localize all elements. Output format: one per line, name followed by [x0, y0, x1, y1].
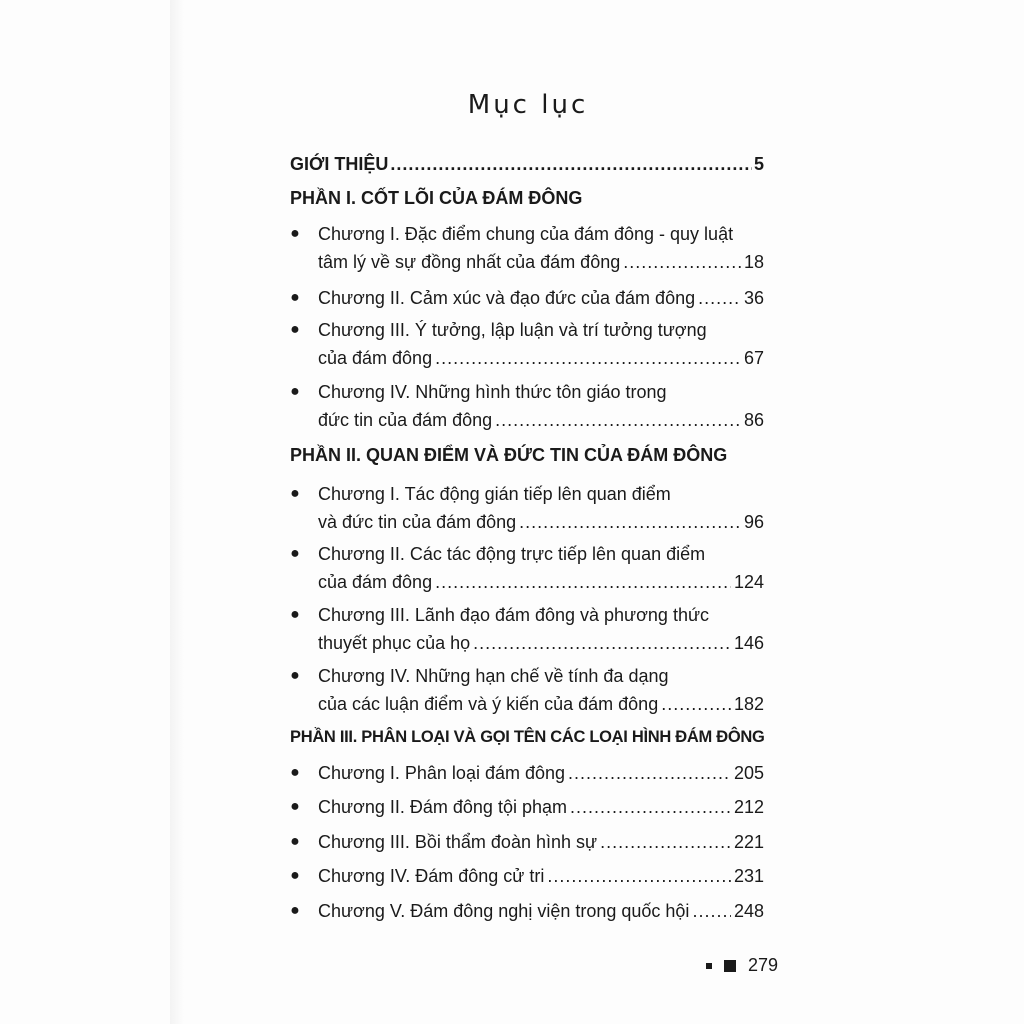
chapter-page: 248	[733, 901, 764, 921]
chapter-title-line1: Chương III. Lãnh đạo đám đông và phương thức	[318, 605, 709, 625]
bullet-icon: ●	[290, 485, 300, 502]
chapter-title-line1: Chương II. Các tác động trực tiếp lên quan điểm	[318, 544, 706, 564]
chapter-title-line1: Chương IV. Những hạn chế về tính đa dạng	[318, 666, 669, 686]
bullet-icon: ●	[290, 606, 300, 623]
bullet-icon: ●	[290, 321, 300, 338]
dot-leader	[547, 862, 731, 890]
chapter-title: Chương I. Phân loại đám đông	[318, 763, 566, 783]
chapter-title-line2: đức tin của đám đông	[318, 410, 493, 430]
dot-leader	[570, 793, 731, 821]
chapter-title: Chương III. Bồi thẩm đoàn hình sự	[318, 832, 598, 852]
small-square-icon	[706, 963, 712, 969]
chapter-page: 86	[743, 410, 764, 430]
bullet-icon: ●	[290, 289, 300, 306]
chapter-title-line2: tâm lý về sự đồng nhất của đám đông	[318, 252, 621, 272]
chapter-title-line2: của đám đông	[318, 572, 433, 592]
dot-leader	[390, 152, 752, 176]
part-heading-1: PHẦN I. CỐT LÕI CỦA ĐÁM ĐÔNG	[290, 188, 583, 208]
chapter-title-line2: thuyết phục của họ	[318, 633, 471, 653]
chapter-title-line1: Chương I. Đặc điểm chung của đám đông - quy luật	[318, 224, 734, 244]
chapter-page: 146	[733, 633, 764, 653]
bullet-icon: ●	[290, 902, 300, 919]
dot-leader	[435, 344, 741, 372]
toc-intro	[290, 152, 764, 176]
chapter-page: 124	[733, 572, 764, 592]
bullet-icon: ●	[290, 667, 300, 684]
dot-leader	[692, 897, 731, 925]
toc-intro-page: 5	[753, 154, 764, 174]
chapter-title-line2: của các luận điểm và ý kiến của đám đông	[318, 694, 659, 714]
chapter-title-line1: Chương I. Tác động gián tiếp lên quan điểm	[318, 484, 671, 504]
bullet-icon: ●	[290, 798, 300, 815]
dot-leader	[435, 568, 731, 596]
chapter-title-line2: của đám đông	[318, 348, 433, 368]
chapter-page: 205	[733, 763, 764, 783]
page-title: Mục lục	[467, 90, 589, 120]
dot-leader	[661, 690, 731, 718]
square-icon	[724, 960, 736, 972]
bullet-icon: ●	[290, 833, 300, 850]
chapter-page: 67	[743, 348, 764, 368]
chapter-title-line1: Chương III. Ý tưởng, lập luận và trí tưởng tượng	[318, 320, 707, 340]
chapter-page: 212	[733, 797, 764, 817]
toc-intro-label: GIỚI THIỆU	[290, 154, 389, 174]
dot-leader	[519, 508, 741, 536]
dot-leader	[600, 828, 731, 856]
bullet-icon: ●	[290, 383, 300, 400]
chapter-title: Chương II. Đám đông tội phạm	[318, 797, 567, 817]
dot-leader	[568, 759, 731, 787]
chapter-page: 231	[733, 866, 764, 886]
dot-leader	[623, 248, 741, 276]
chapter-page: 96	[743, 512, 764, 532]
dot-leader	[698, 284, 741, 312]
page-number: 279	[748, 955, 779, 975]
bullet-icon: ●	[290, 225, 300, 242]
dot-leader	[473, 629, 731, 657]
chapter-page: 36	[743, 288, 764, 308]
chapter-title-line1: Chương IV. Những hình thức tôn giáo trong	[318, 382, 667, 402]
chapter-title: Chương IV. Đám đông cử tri	[318, 866, 545, 886]
dot-leader	[495, 406, 741, 434]
chapter-title: Chương V. Đám đông nghị viện trong quốc hội	[318, 901, 690, 921]
bullet-icon: ●	[290, 867, 300, 884]
bullet-icon: ●	[290, 764, 300, 781]
chapter-page: 182	[733, 694, 764, 714]
chapter-title-line2: và đức tin của đám đông	[318, 512, 517, 532]
part-heading-2: PHẦN II. QUAN ĐIỂM VÀ ĐỨC TIN CỦA ĐÁM ĐÔNG	[290, 445, 728, 465]
chapter-title: Chương II. Cảm xúc và đạo đức của đám đông	[318, 288, 696, 308]
bullet-icon: ●	[290, 545, 300, 562]
page-footer	[706, 955, 778, 976]
chapter-page: 221	[733, 832, 764, 852]
part-heading-3: PHẦN III. PHÂN LOẠI VÀ GỌI TÊN CÁC LOẠI HÌNH ĐÁM ĐÔNG	[290, 728, 765, 746]
chapter-page: 18	[743, 252, 764, 272]
